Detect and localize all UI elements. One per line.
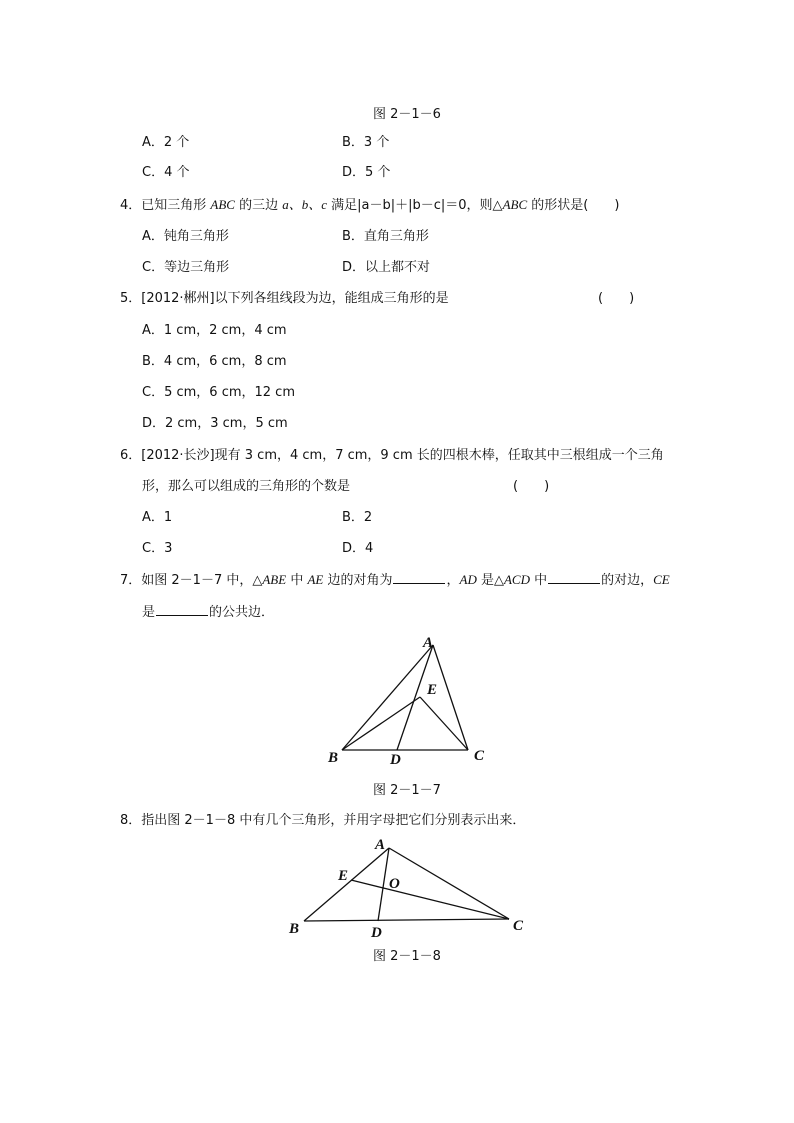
- fig8-label-D: D: [371, 925, 382, 941]
- q5-option-d: D．2 cm，3 cm，5 cm: [142, 416, 288, 431]
- q6-stem-line2: 形，那么可以组成的三角形的个数是: [142, 479, 351, 494]
- q6-option-b: B．2: [342, 510, 373, 525]
- fig7-label-A: A: [423, 635, 434, 651]
- q3-option-a: A．2 个: [142, 135, 190, 150]
- q4-option-d: D．以上都不对: [342, 260, 431, 275]
- q3-option-b: B．3 个: [342, 135, 390, 150]
- fig8-label-C: C: [513, 918, 524, 934]
- q5-option-c: C．5 cm，6 cm，12 cm: [142, 385, 295, 400]
- q5-stem: 5．[2012·郴州]以下列各组线段为边，能组成三角形的是: [120, 291, 449, 306]
- q4-option-b: B．直角三角形: [342, 229, 429, 244]
- q8-stem: 8．指出图 2－1－8 中有几个三角形，并用字母把它们分别表示出来．: [120, 813, 526, 828]
- q7-stem-line1: 7．如图 2－1－7 中，△ABE 中 AE 边的对角为 ，AD 是△ACD 中 的对边，CE: [120, 572, 670, 588]
- fig8-label-O: O: [389, 876, 400, 892]
- q6-option-c: C．3: [142, 541, 173, 556]
- q6-answer-paren: ( ): [513, 479, 550, 494]
- q5-answer-paren: ( ): [598, 291, 635, 306]
- q3-option-c: C．4 个: [142, 165, 190, 180]
- q4-option-c: C．等边三角形: [142, 260, 230, 275]
- fig7-label-D: D: [390, 752, 401, 768]
- fig7-label-C: C: [474, 748, 485, 764]
- fig8-segment-EC: [351, 880, 509, 919]
- q5-option-b: B．4 cm，6 cm，8 cm: [142, 354, 287, 369]
- figure-caption-2-1-8: 图 2－1－8: [373, 949, 441, 964]
- fig8-segment-AB: [304, 848, 389, 921]
- fig7-label-E: E: [427, 682, 438, 698]
- q4-stem: 4．已知三角形 ABC 的三边 a、b、c 满足|a－b|＋|b－c|＝0，则△ABC 的形状是( ): [120, 197, 620, 213]
- q6-stem-line1: 6．[2012·长沙]现有 3 cm，4 cm，7 cm，9 cm 长的四根木棒，任取其中三根组成一个三角: [120, 448, 664, 463]
- fig8-segment-AD: [378, 848, 389, 921]
- q6-option-d: D．4: [342, 541, 374, 556]
- q7-stem-line2: 是 的公共边．: [142, 605, 275, 620]
- fig8-segment-BC: [304, 919, 509, 921]
- figure-caption-2-1-7: 图 2－1－7: [373, 783, 441, 798]
- figure-caption-2-1-6: 图 2－1－6: [373, 107, 441, 122]
- q6-option-a: A．1: [142, 510, 173, 525]
- fig8-label-A: A: [375, 837, 386, 853]
- q4-option-a: A．钝角三角形: [142, 229, 229, 244]
- fig8-segment-AC: [389, 848, 509, 919]
- q5-option-a: A．1 cm，2 cm，4 cm: [142, 323, 287, 338]
- fig8-label-E: E: [338, 868, 349, 884]
- q3-option-d: D．5 个: [342, 165, 391, 180]
- fig7-label-B: B: [328, 750, 339, 766]
- fig8-label-B: B: [289, 921, 300, 937]
